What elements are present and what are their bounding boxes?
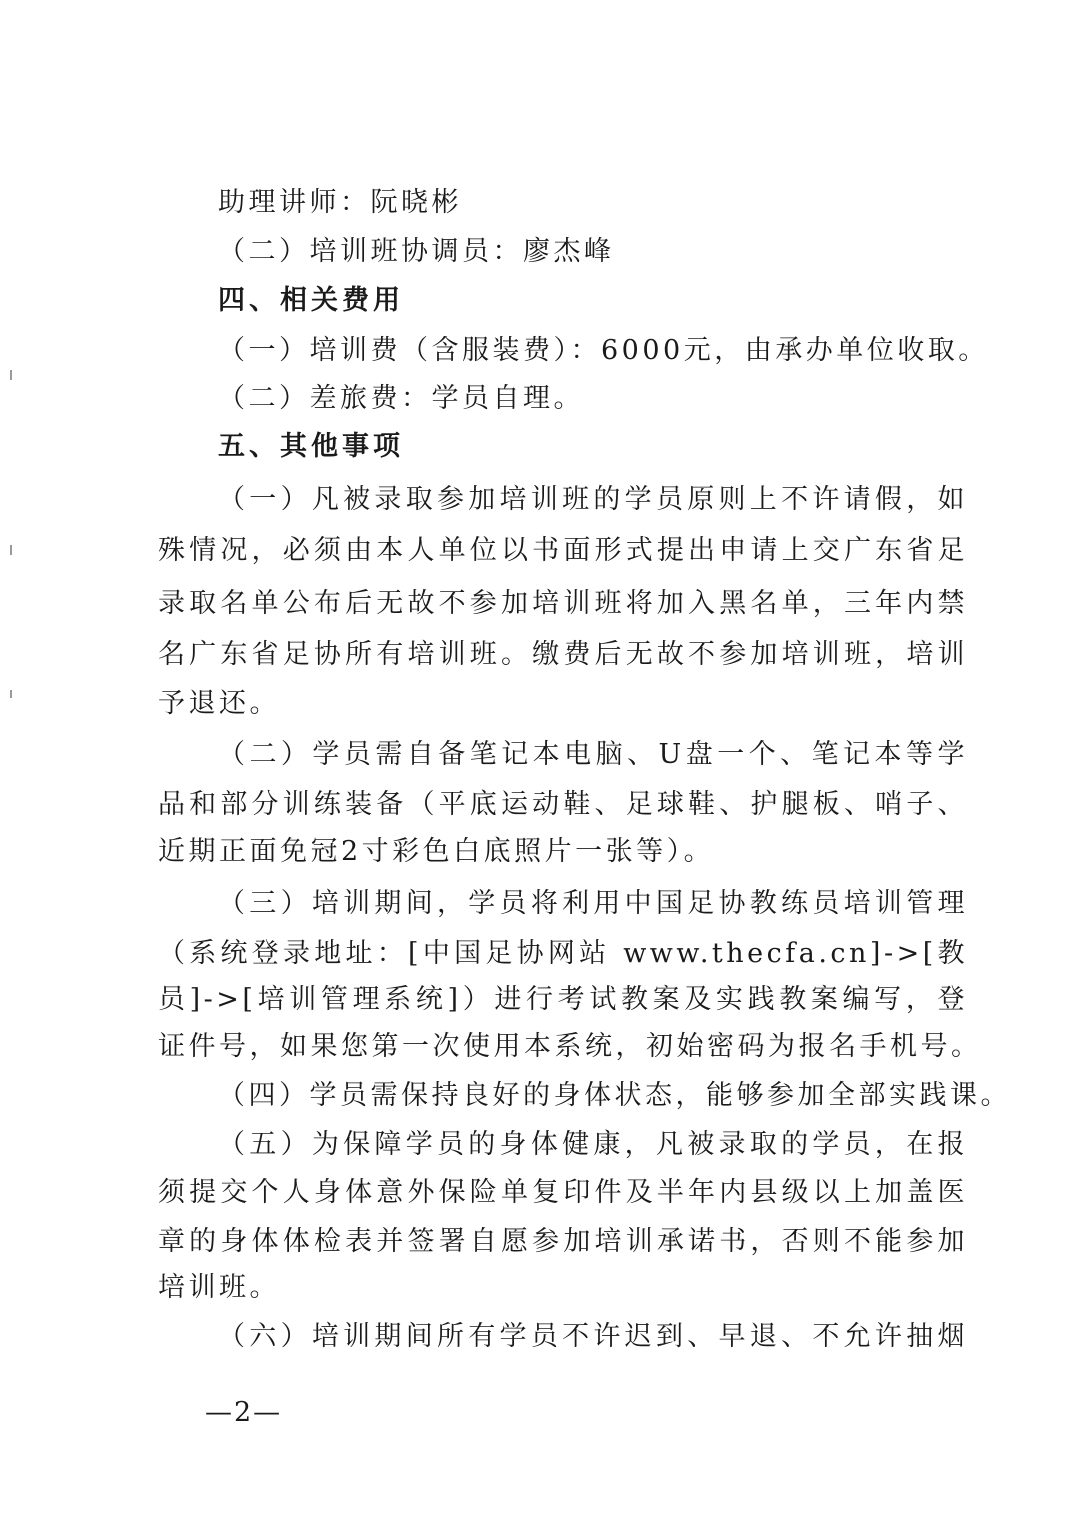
paragraph-line: 章的身体体检表并签署自愿参加培训承诺书，否则不能参加 [158, 1226, 968, 1257]
paragraph-line: （六）培训期间所有学员不许迟到、早退、不允许抽烟 [218, 1321, 968, 1352]
paragraph-line: 培训班。 [158, 1272, 280, 1303]
paragraph-line: 品和部分训练装备（平底运动鞋、足球鞋、护腿板、哨子、 [158, 789, 968, 820]
coordinator-line: （二）培训班协调员：廖杰峰 [218, 236, 615, 267]
travel-fee-line: （二）差旅费：学员自理。 [218, 383, 584, 414]
paragraph-line: 员]->[培训管理系统]）进行考试教案及实践教案编写，登 [158, 984, 968, 1015]
paragraph-line: 殊情况，必须由本人单位以书面形式提出申请上交广东省足 [158, 535, 968, 566]
section-heading-other: 五、其他事项 [218, 431, 404, 462]
paragraph-line: （二）学员需自备笔记本电脑、U盘一个、笔记本等学 [218, 739, 968, 770]
paragraph-line: 予退还。 [158, 688, 280, 719]
scan-artifact [10, 690, 12, 698]
paragraph-line: 名广东省足协所有培训班。缴费后无故不参加培训班，培训 [158, 639, 968, 670]
paragraph-line: （五）为保障学员的身体健康，凡被录取的学员，在报 [218, 1129, 968, 1160]
section-heading-fees: 四、相关费用 [218, 285, 404, 316]
paragraph-line: 录取名单公布后无故不参加培训班将加入黑名单，三年内禁 [158, 588, 968, 619]
training-fee-line: （一）培训费（含服装费）：6000元，由承办单位收取。 [218, 335, 989, 366]
paragraph-line: 证件号，如果您第一次使用本系统，初始密码为报名手机号。 [158, 1031, 982, 1062]
paragraph-line: （一）凡被录取参加培训班的学员原则上不许请假，如 [218, 484, 968, 515]
paragraph-line: 近期正面免冠2寸彩色白底照片一张等）。 [158, 836, 715, 867]
paragraph-line: （四）学员需保持良好的身体状态，能够参加全部实践课。 [218, 1080, 1011, 1111]
assistant-lecturer-line: 助理讲师：阮晓彬 [218, 187, 462, 218]
scan-artifact [10, 545, 12, 555]
scan-artifact [10, 370, 12, 380]
paragraph-line: （三）培训期间，学员将利用中国足协教练员培训管理 [218, 888, 968, 919]
paragraph-line: （系统登录地址：[中国足协网站 www.thecfa.cn]->[教 [158, 938, 968, 969]
paragraph-line: 须提交个人身体意外保险单复印件及半年内县级以上加盖医 [158, 1177, 968, 1208]
page-number: —2— [205, 1397, 283, 1428]
